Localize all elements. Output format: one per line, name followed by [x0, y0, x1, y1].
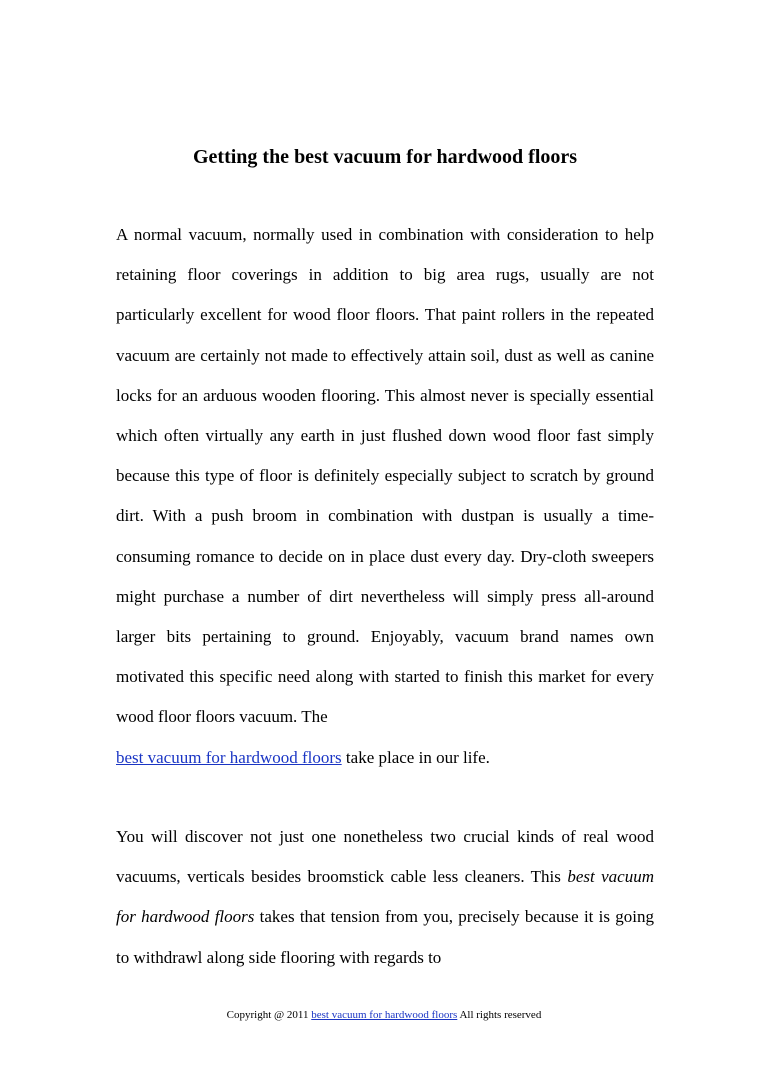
paragraph-2-italic-phrase: best vacuum for hardwood floors: [116, 867, 654, 927]
paragraph-1-text: A normal vacuum, normally used in combination with consideration to help retaining floor coverings in addition to big area rugs, usually are not particularly excellent for wood floor floors. That paint rollers in the repeated vacuum are certainly not made to effectively attain soil, dust as well as canine locks for an arduous wooden flooring. This almost never is specially essential which often virtually any earth in just flushed down wood floor fast simply because this type of floor is definitely especially subject to scratch by ground dirt. With a push broom in combination with dustpan is usually a time-consuming romance to decide on in place dust every day. Dry-cloth sweepers might purchase a number of dirt nevertheless will simply press all-around larger bits pertaining to ground. Enjoyably, vacuum brand names own motivated this specific need along with started to finish this market for every wood floor floors vacuum. The: [116, 225, 654, 727]
paragraph-2-text-before: You will discover not just one nonetheless two crucial kinds of real wood vacuums, verticals besides broomstick cable less cleaners. This: [116, 827, 654, 887]
paragraph-1-tail: take place in our life.: [345, 747, 490, 767]
page-footer: [0, 1007, 768, 1023]
footer-copyright: Copyright @ 2011: [226, 1009, 309, 1021]
paragraph-1: [116, 215, 654, 778]
footer-link[interactable]: best vacuum for hardwood floors: [311, 1009, 458, 1021]
paragraph-2-text-after: takes that tension from you, precisely because it is going to withdrawl along side flooring with regards to: [116, 907, 654, 967]
hardwood-vacuum-link[interactable]: best vacuum for hardwood floors: [116, 747, 342, 767]
paragraph-2: [116, 817, 654, 978]
document-title: Getting the best vacuum for hardwood floors: [192, 146, 578, 168]
footer-rights: All rights reserved: [459, 1009, 542, 1021]
